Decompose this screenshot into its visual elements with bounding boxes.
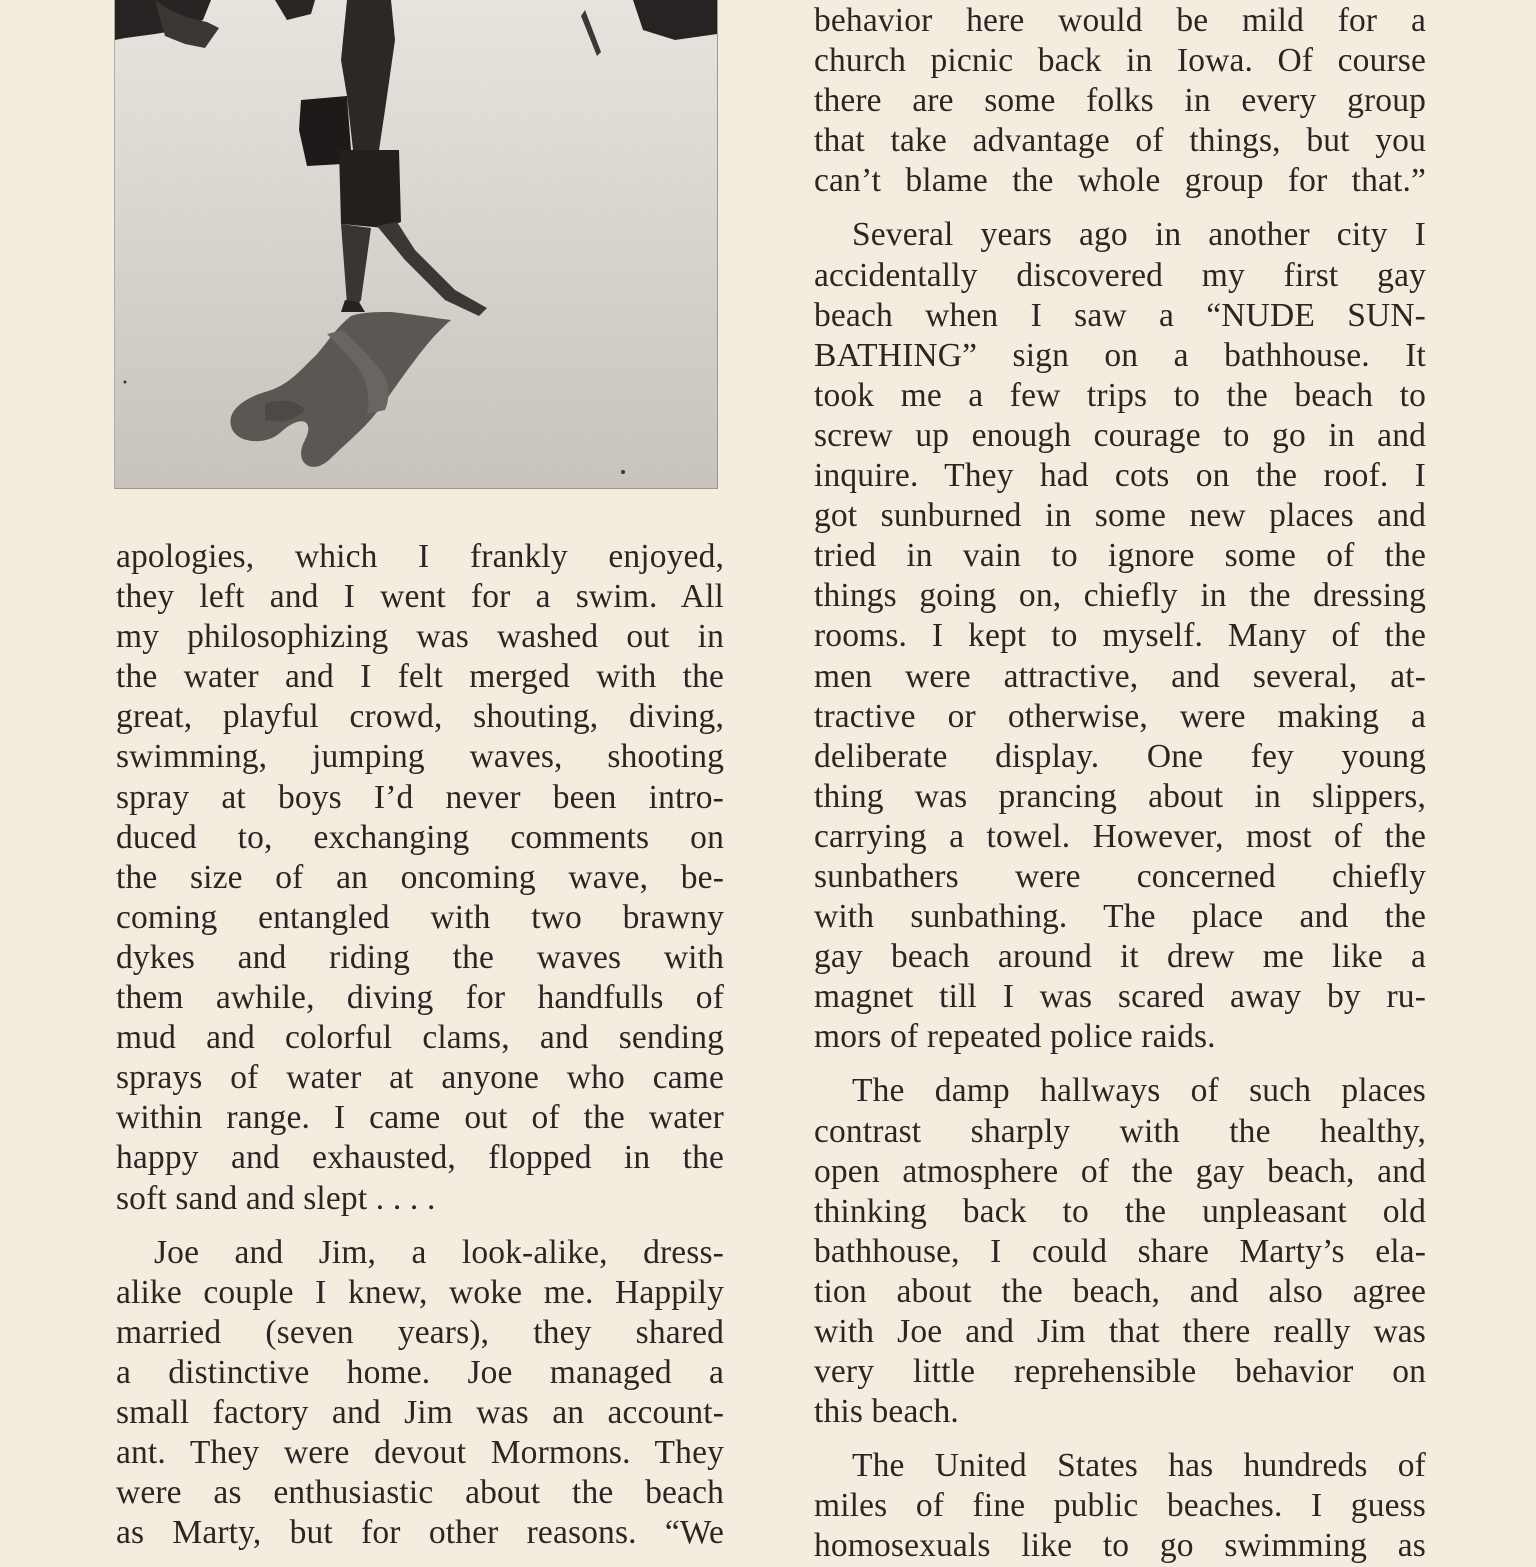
text-line: magnet till I was scared away by ru-	[814, 978, 1426, 1016]
text-line: soft sand and slept . . . .	[116, 1179, 436, 1217]
text-line: Several years ago in another city I	[852, 216, 1426, 254]
text-line: miles of fine public beaches. I guess	[814, 1487, 1426, 1525]
right-text-column	[814, 1, 1426, 1567]
text-line: took me a few trips to the beach to	[814, 376, 1426, 414]
text-line: The damp hallways of such places	[852, 1072, 1426, 1110]
text-line: can’t blame the whole group for that.”	[814, 162, 1426, 200]
paragraph	[116, 1233, 724, 1554]
text-line: contrast sharply with the healthy,	[814, 1112, 1426, 1150]
text-line: ant. They were devout Mormons. They	[116, 1434, 724, 1472]
text-line: men were attractive, and several, at-	[814, 657, 1426, 695]
text-line: got sunburned in some new places and	[814, 497, 1426, 535]
text-line: great, playful crowd, shouting, diving,	[116, 698, 724, 736]
text-line: coming entangled with two brawny	[116, 898, 724, 936]
text-line: duced to, exchanging comments on	[116, 818, 724, 856]
text-line: very little reprehensible behavior on	[814, 1353, 1426, 1391]
text-line: this beach.	[814, 1393, 959, 1431]
text-line: carrying a towel. However, most of the	[814, 817, 1426, 855]
text-line: with sunbathing. The place and the	[814, 898, 1426, 936]
text-line: beach when I saw a “NUDE SUN-	[814, 296, 1426, 334]
text-line: that take advantage of things, but you	[814, 122, 1426, 160]
paragraph	[814, 1, 1426, 201]
text-line: spray at boys I’d never been intro-	[116, 778, 724, 816]
paragraph-gap	[814, 201, 1426, 215]
text-line: my philosophizing was washed out in	[116, 618, 724, 656]
text-line: they left and I went for a swim. All	[116, 578, 724, 616]
text-line: a distinctive home. Joe managed a	[116, 1353, 724, 1391]
text-line: accidentally discovered my first gay	[814, 256, 1426, 294]
text-line: the size of an oncoming wave, be-	[116, 858, 724, 896]
text-line: swimming, jumping waves, shooting	[116, 738, 724, 776]
text-line: behavior here would be mild for a	[814, 2, 1426, 39]
text-line: sunbathers were concerned chiefly	[814, 857, 1426, 895]
text-line: homosexuals like to go swimming as	[814, 1527, 1426, 1565]
text-line: dykes and riding the waves with	[116, 938, 724, 976]
paragraph-gap	[814, 1432, 1426, 1446]
text-line: them awhile, diving for handfulls of	[116, 979, 724, 1017]
text-line: things going on, chiefly in the dressing	[814, 577, 1426, 615]
text-line: happy and exhausted, flopped in the	[116, 1139, 724, 1177]
text-line: alike couple I knew, woke me. Happily	[116, 1273, 724, 1311]
text-line: tion about the beach, and also agree	[814, 1272, 1426, 1310]
text-line: Joe and Jim, a look-alike, dress-	[154, 1233, 724, 1271]
paragraph	[116, 537, 724, 1219]
beach-photo	[114, 0, 718, 489]
text-line: thinking back to the unpleasant old	[814, 1192, 1426, 1230]
text-line: within range. I came out of the water	[116, 1099, 724, 1137]
paragraph	[814, 1071, 1426, 1432]
text-line: BATHING” sign on a bathhouse. It	[814, 336, 1426, 374]
text-line: open atmosphere of the gay beach, and	[814, 1152, 1426, 1190]
text-line: deliberate display. One fey young	[814, 737, 1426, 775]
text-line: gay beach around it drew me like a	[814, 938, 1426, 976]
text-line: married (seven years), they shared	[116, 1313, 724, 1351]
paragraph-gap	[814, 1057, 1426, 1071]
text-line: bathhouse, I could share Marty’s ela-	[814, 1232, 1426, 1270]
paragraph-gap	[116, 1219, 724, 1233]
text-line: with Joe and Jim that there really was	[814, 1313, 1426, 1350]
text-line: mud and colorful clams, and sending	[116, 1019, 724, 1057]
text-line: tractive or otherwise, were making a	[814, 697, 1426, 735]
left-text-column	[116, 537, 724, 1553]
text-line: thing was prancing about in slippers,	[814, 777, 1426, 815]
text-line: were as enthusiastic about the beach	[116, 1474, 724, 1512]
paragraph	[814, 1446, 1426, 1566]
beach-photo-image	[115, 0, 717, 488]
text-line: there are some folks in every group	[814, 82, 1426, 120]
text-line: inquire. They had cots on the roof. I	[814, 457, 1426, 495]
text-line: the water and I felt merged with the	[116, 658, 724, 696]
text-line: church picnic back in Iowa. Of course	[814, 42, 1426, 80]
text-line: screw up enough courage to go in and	[814, 416, 1426, 454]
text-line: small factory and Jim was an account-	[116, 1393, 724, 1431]
text-line: tried in vain to ignore some of the	[814, 537, 1426, 575]
text-line: apologies, which I frankly enjoyed,	[116, 538, 724, 575]
text-line: mors of repeated police raids.	[814, 1018, 1216, 1056]
text-line: rooms. I kept to myself. Many of the	[814, 617, 1426, 655]
text-line: as Marty, but for other reasons. “We	[116, 1514, 724, 1552]
text-line: sprays of water at anyone who came	[116, 1059, 724, 1097]
paragraph	[814, 215, 1426, 1057]
text-line: The United States has hundreds of	[852, 1447, 1426, 1485]
